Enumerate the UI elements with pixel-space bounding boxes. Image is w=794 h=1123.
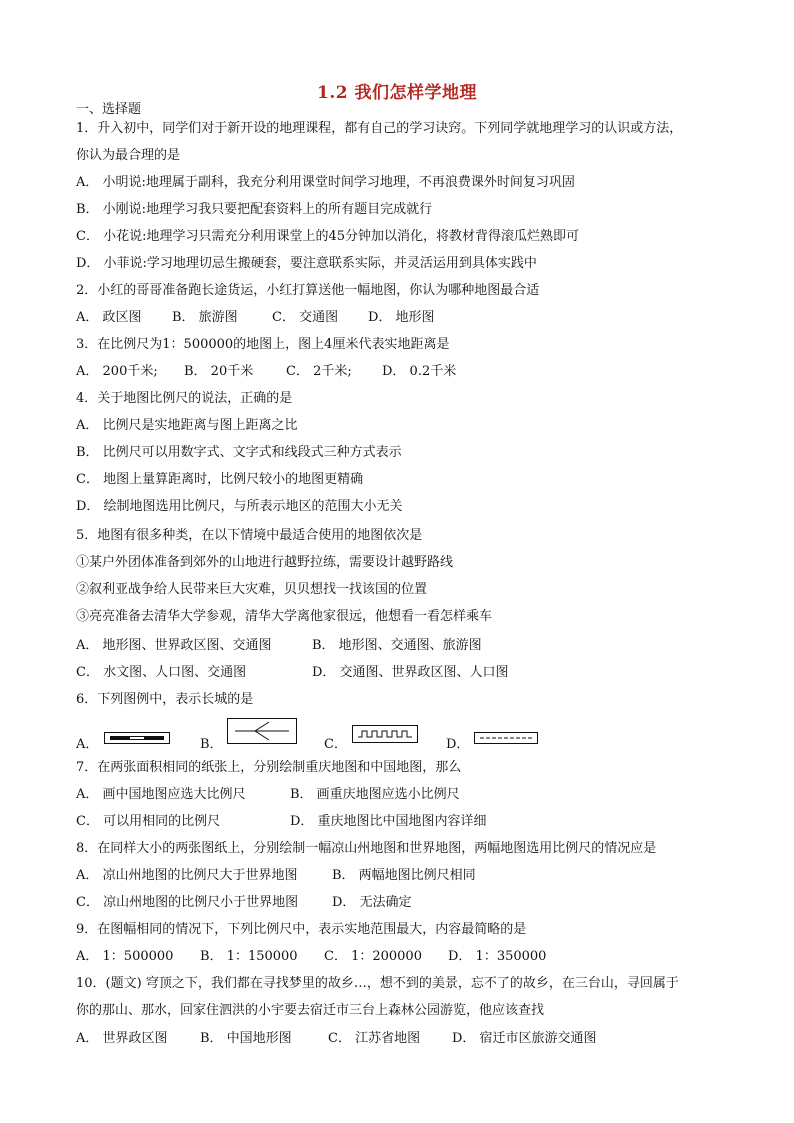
q4-stem: 4．关于地图比例尺的说法，正确的是: [76, 391, 293, 406]
q7-option-b: B． 画重庆地图应选小比例尺: [290, 787, 460, 802]
q6-option-b-symbol: [227, 718, 297, 744]
q4-option-a: A． 比例尺是实地距离与图上距离之比: [76, 418, 298, 433]
section-heading: 一、选择题: [76, 102, 142, 117]
q5-stem: 5．地图有很多种类，在以下情境中最适合使用的地图依次是: [76, 528, 423, 543]
q7-option-a: A． 画中国地图应选大比例尺: [76, 787, 246, 802]
q10-option-a: A． 世界政区图: [76, 1031, 168, 1046]
q5-option-a: A． 地形图、世界政区图、交通图: [76, 638, 272, 653]
q5-scenario-1: ①某户外团体准备到郊外的山地进行越野拉练，需要设计越野路线: [76, 555, 454, 570]
q1-option-c: C． 小花说:地理学习只需充分利用课堂上的45分钟加以消化，将教材背得滚瓜烂熟即可: [76, 229, 580, 244]
q3-option-b: B． 20千米: [184, 364, 254, 379]
q5-scenario-2: ②叙利亚战争给人民带来巨大灾难，贝贝想找一找该国的位置: [76, 582, 428, 597]
q2-stem: 2．小红的哥哥准备跑长途货运，小红打算送他一幅地图，你认为哪种地图最合适: [76, 283, 540, 298]
q6-option-a-label: A．: [76, 737, 99, 752]
q2-option-d: D． 地形图: [368, 310, 435, 325]
q5-option-d: D． 交通图、世界政区图、人口图: [312, 665, 509, 680]
q9-option-d: D． 1：350000: [448, 949, 547, 964]
q2-option-b: B． 旅游图: [172, 310, 238, 325]
q7-option-d: D． 重庆地图比中国地图内容详细: [290, 814, 487, 829]
q1-stem-line1: 1．升入初中，同学们对于新开设的地理课程，都有自己的学习诀窍。下列同学就地理学习的认识或方法，: [76, 121, 683, 136]
q6-legend-options: [76, 722, 716, 752]
q1-option-d: D． 小菲说:学习地理切忌生搬硬套，要注意联系实际，并灵活运用到具体实践中: [76, 256, 537, 271]
q2-option-a: A． 政区图: [76, 310, 142, 325]
q5-scenario-3: ③亮亮准备去清华大学参观，清华大学离他家很远，他想看一看怎样乘车: [76, 609, 493, 624]
q6-option-c-label: C．: [324, 737, 347, 752]
q4-option-d: D． 绘制地图选用比例尺，与所表示地区的范围大小无关: [76, 499, 403, 514]
q10-option-b: B． 中国地形图: [200, 1031, 292, 1046]
q8-option-b: B． 两幅地图比例尺相同: [332, 868, 476, 883]
q6-option-d-label: D．: [446, 737, 470, 752]
q7-stem: 7．在两张面积相同的纸张上，分别绘制重庆地图和中国地图，那么: [76, 760, 462, 775]
q6-option-d-symbol: [474, 732, 538, 744]
q8-option-a: A． 凉山州地图的比例尺大于世界地图: [76, 868, 298, 883]
q5-option-b: B． 地形图、交通图、旅游图: [312, 638, 482, 653]
page-title: 1.2 我们怎样学地理: [317, 83, 477, 103]
q7-option-c: C． 可以用相同的比例尺: [76, 814, 221, 829]
q6-option-b-label: B．: [200, 737, 223, 752]
q10-stem-line1: 10．(题文) 穹顶之下，我们都在寻找梦里的故乡…，想不到的美景，忘不了的故乡，在三台山，寻回属于: [76, 976, 679, 991]
q10-stem-line2: 你的那山、那水，回家住泗洪的小宇要去宿迁市三台上森林公园游览，他应该查找: [76, 1003, 545, 1018]
q4-option-b: B． 比例尺可以用数字式、文字式和线段式三种方式表示: [76, 445, 402, 460]
q9-option-c: C． 1：200000: [324, 949, 422, 964]
q3-option-a: A． 200千米;: [76, 364, 158, 379]
q3-option-d: D． 0.2千米: [382, 364, 457, 379]
q4-option-c: C． 地图上量算距离时，比例尺较小的地图更精确: [76, 472, 364, 487]
q9-stem: 9．在图幅相同的情况下，下列比例尺中，表示实地范围最大，内容最简略的是: [76, 922, 527, 937]
q8-option-c: C． 凉山州地图的比例尺小于世界地图: [76, 895, 299, 910]
q10-option-d: D． 宿迁市区旅游交通图: [452, 1031, 597, 1046]
q1-stem-line2: 你认为最合理的是: [76, 148, 181, 163]
q10-option-c: C． 江苏省地图: [328, 1031, 421, 1046]
q3-stem: 3．在比例尺为1：500000的地图上，图上4厘米代表实地距离是: [76, 337, 450, 352]
q2-option-c: C． 交通图: [272, 310, 339, 325]
q6-option-c-symbol: [352, 725, 418, 743]
q3-option-c: C． 2千米;: [286, 364, 352, 379]
q8-option-d: D． 无法确定: [332, 895, 412, 910]
q5-option-c: C． 水文图、人口图、交通图: [76, 665, 247, 680]
q9-option-b: B． 1：150000: [200, 949, 298, 964]
q8-stem: 8．在同样大小的两张图纸上，分别绘制一幅凉山州地图和世界地图，两幅地图选用比例尺的情况应是: [76, 841, 657, 856]
q6-option-a-symbol: [104, 732, 170, 744]
q6-stem: 6．下列图例中，表示长城的是: [76, 692, 254, 707]
q1-option-b: B． 小刚说:地理学习我只要把配套资料上的所有题目完成就行: [76, 202, 433, 217]
q9-option-a: A． 1：500000: [76, 949, 174, 964]
q1-option-a: A． 小明说:地理属于副科，我充分利用课堂时间学习地理，不再浪费课外时间复习巩固: [76, 175, 575, 190]
